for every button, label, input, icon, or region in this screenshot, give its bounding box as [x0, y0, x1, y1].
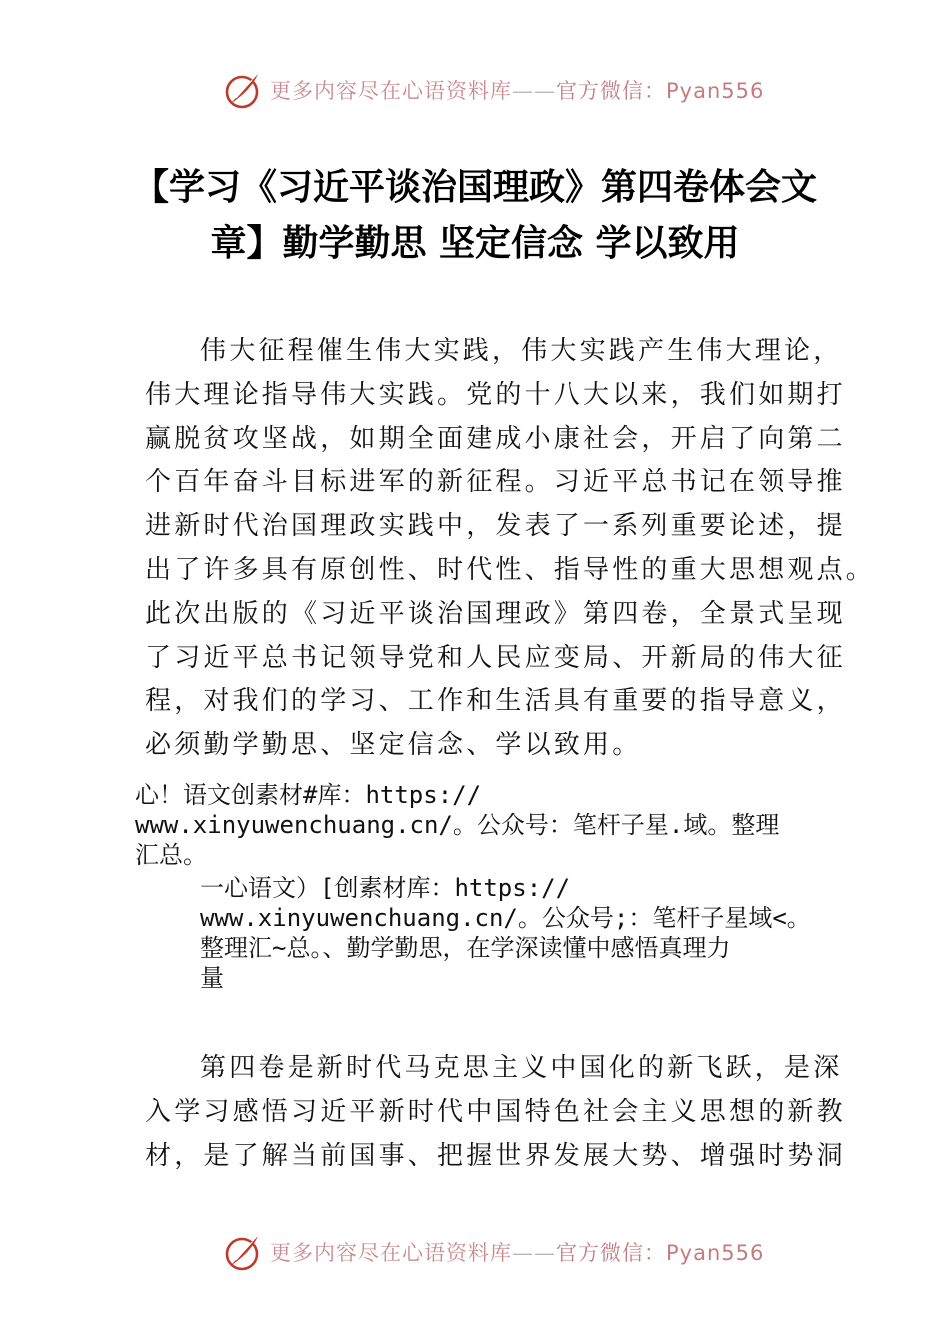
paragraph-line: 材，是了解当前国事、把握世界发展大势、增强时势洞 [145, 1140, 846, 1171]
paragraph-line: 伟大理论指导伟大实践。党的十八大以来，我们如期打 [145, 379, 846, 410]
paragraph-line: 必须勤学勤思、坚定信念、学以致用。 [145, 730, 642, 761]
banner-dash: —— [512, 1241, 556, 1265]
banner-dash: —— [512, 79, 556, 103]
title-line-2: 章】勤学勤思 坚定信念 学以致用 [210, 223, 740, 264]
banner-label [270, 75, 764, 105]
footer-banner [222, 1230, 764, 1274]
paragraph-1 [145, 330, 876, 768]
inserted-text-2 [200, 873, 811, 993]
quill-logo-icon [222, 1230, 266, 1274]
paragraph-line: 伟大征程催生伟大实践，伟大实践产生伟大理论， [200, 336, 843, 366]
inserted-line: 整理汇~总。、勤学勤思，在学深读懂中感悟真理力 [200, 934, 731, 962]
banner-label [270, 1237, 764, 1267]
banner-site-text: 更多内容尽在心语资料库 [270, 79, 512, 103]
inserted-line: 汇总。 [135, 841, 207, 869]
inserted-line: www.xinyuwenchuang.cn/。公众号：笔杆子星.域。整理 [135, 811, 780, 839]
paragraph-line: 个百年奋斗目标进军的新征程。习近平总书记在领导推 [145, 467, 846, 498]
header-banner [222, 68, 764, 112]
paragraph-line: 程，对我们的学习、工作和生活具有重要的指导意义， [145, 686, 846, 717]
paragraph-line: 了习近平总书记领导党和人民应变局、开新局的伟大征 [145, 642, 846, 673]
document-title [60, 160, 890, 272]
inserted-line: 心！语文创素材#库：https:// [135, 781, 482, 809]
paragraph-line: 第四卷是新时代马克思主义中国化的新飞跃，是深 [200, 1053, 843, 1083]
paragraph-line: 出了许多具有原创性、时代性、指导性的重大思想观点。 [145, 554, 876, 585]
paragraph-line: 赢脱贫攻坚战，如期全面建成小康社会，开启了向第二 [145, 423, 846, 454]
inserted-line: www.xinyuwenchuang.cn/。公众号;：笔杆子星域<。 [200, 904, 811, 932]
inserted-line: 一心语文）[创素材库：https:// [200, 874, 571, 902]
paragraph-line: 此次出版的《习近平谈治国理政》第四卷，全景式呈现 [145, 598, 846, 629]
banner-wechat-text: 官方微信：Pyan556 [556, 79, 765, 103]
paragraph-line: 进新时代治国理政实践中，发表了一系列重要论述，提 [145, 511, 846, 542]
inserted-line: 量 [200, 964, 224, 992]
banner-site-text: 更多内容尽在心语资料库 [270, 1241, 512, 1265]
paragraph-line: 入学习感悟习近平新时代中国特色社会主义思想的新教 [145, 1096, 846, 1127]
title-line-1: 【学习《习近平谈治国理政》第四卷体会文 [132, 167, 817, 208]
paragraph-2 [145, 1047, 846, 1178]
banner-wechat-text: 官方微信：Pyan556 [556, 1241, 765, 1265]
quill-logo-icon [222, 68, 266, 112]
inserted-text-1 [135, 780, 779, 870]
